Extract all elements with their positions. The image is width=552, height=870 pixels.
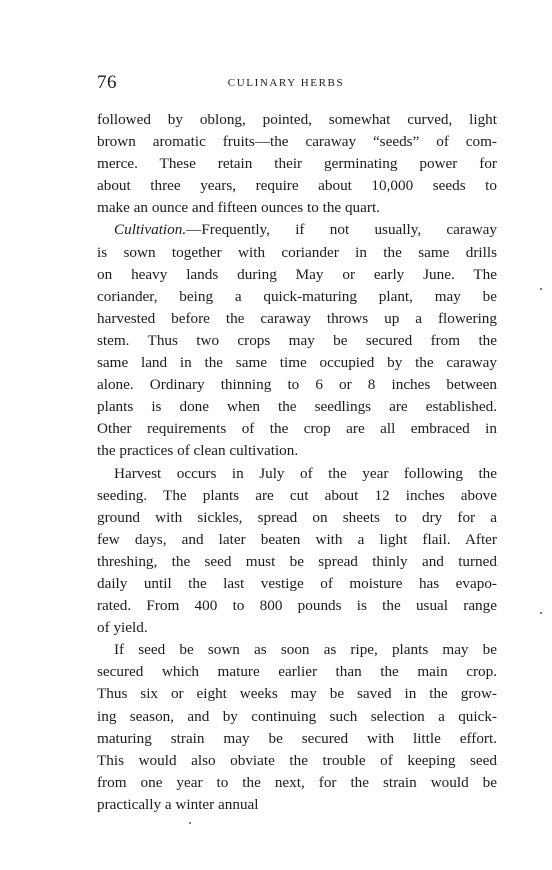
- text-line: [97, 219, 497, 241]
- print-speck: [540, 612, 542, 614]
- text-line: few days, and later beaten with a light flail. After: [97, 530, 497, 548]
- text-line: of yield.: [97, 619, 148, 637]
- paragraph-cultivation: [97, 219, 497, 462]
- text-line: plants is done when the seedlings are established.: [97, 398, 497, 416]
- text-line: secured which mature earlier than the main crop.: [97, 663, 497, 681]
- text-line: brown aromatic fruits—the caraway “seeds” of com-: [97, 133, 497, 151]
- text-line: followed by oblong, pointed, somewhat curved, light: [97, 111, 497, 128]
- text-line: from one year to the next, for the strain would be: [97, 773, 497, 791]
- text-line-rest: —Frequently, if not usually, caraway: [186, 221, 497, 239]
- text-line: same land in the same time occupied by the caraway: [97, 354, 497, 372]
- text-line: Other requirements of the crop are all embraced in: [97, 420, 497, 438]
- text-line: alone. Ordinary thinning to 6 or 8 inches between: [97, 376, 497, 394]
- text-line: Harvest occurs in July of the year following the: [114, 464, 497, 482]
- running-title: CULINARY HERBS: [227, 77, 345, 89]
- text-line: on heavy lands during May or early June. The: [97, 265, 497, 283]
- text-line: coriander, being a quick-maturing plant, may be: [97, 287, 497, 305]
- text-line: ground with sickles, spread on sheets to dry for a: [97, 508, 497, 526]
- page-number: 76: [97, 72, 117, 93]
- text-line: ing season, and by continuing such selection a quick-: [97, 707, 497, 725]
- text-line: seeding. The plants are cut about 12 inches above: [97, 486, 497, 504]
- text-line: This would also obviate the trouble of keeping seed: [97, 751, 497, 769]
- text-line: maturing strain may be secured with little effort.: [97, 729, 497, 747]
- text-line: Thus six or eight weeks may be saved in the grow-: [97, 685, 497, 703]
- text-line: If seed be sown as soon as ripe, plants may be: [114, 641, 497, 659]
- text-line: harvested before the caraway throws up a flowering: [97, 309, 497, 327]
- paragraph-1: [97, 109, 497, 219]
- print-speck: [189, 822, 191, 824]
- print-speck: [540, 288, 542, 290]
- text-line: practically a winter annual: [97, 795, 259, 813]
- paragraph-seed-selection: [97, 639, 497, 816]
- text-line: is sown together with coriander in the same drills: [97, 243, 497, 261]
- paragraph-harvest: [97, 463, 497, 640]
- text-line: stem. Thus two crops may be secured from the: [97, 331, 497, 349]
- text-line: threshing, the seed must be spread thinly and turned: [97, 552, 497, 570]
- section-heading-cultivation: Cultivation.: [114, 221, 187, 239]
- text-line: about three years, require about 10,000 seeds to: [97, 177, 497, 195]
- text-line: make an ounce and fifteen ounces to the quart.: [97, 199, 380, 217]
- text-line: merce. These retain their germinating power for: [97, 155, 497, 173]
- text-line: daily until the last vestige of moisture has evapo-: [97, 574, 497, 592]
- body-text: [97, 109, 497, 816]
- text-line: rated. From 400 to 800 pounds is the usual range: [97, 597, 497, 615]
- text-line: the practices of clean cultivation.: [97, 442, 299, 460]
